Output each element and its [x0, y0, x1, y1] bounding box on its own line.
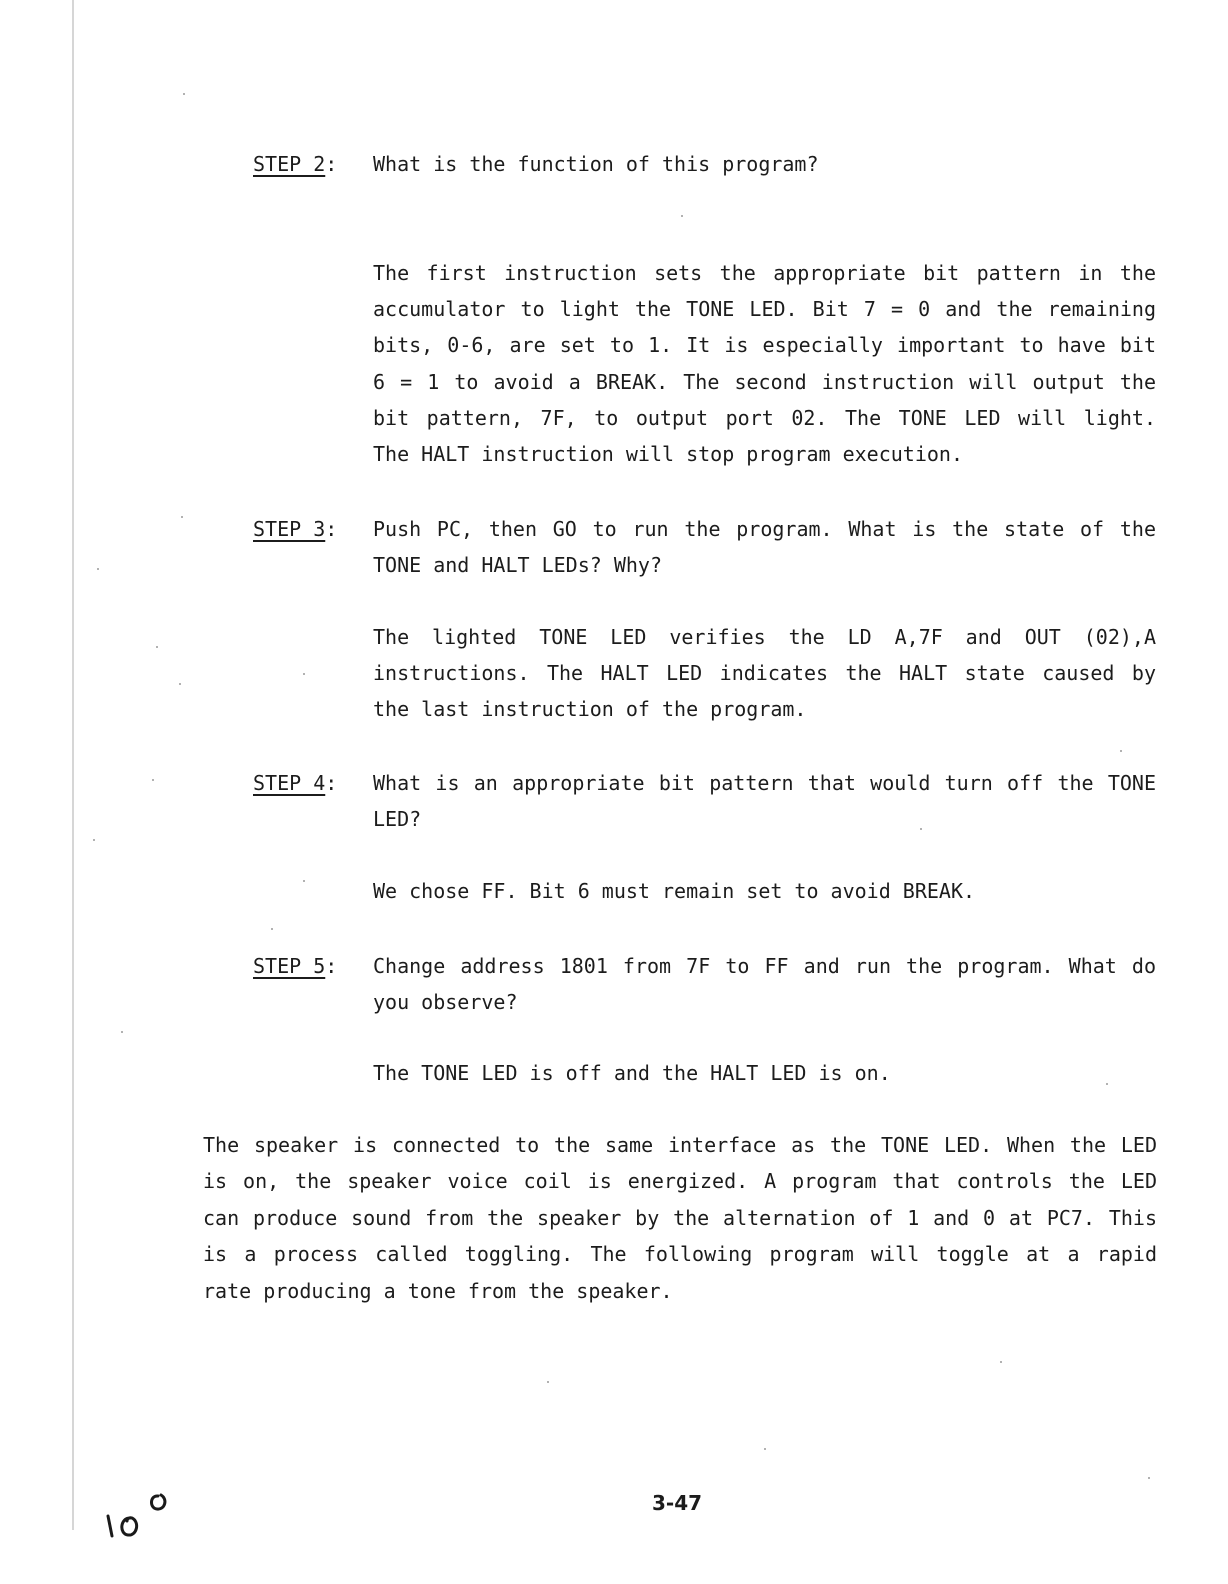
step-5-answer [373, 1055, 1156, 1091]
paragraph-line: is on, the speaker voice coil is energized. A program that controls the LED [203, 1169, 1157, 1194]
answer-line: The first instruction sets the appropriate bit pattern in the [373, 261, 1156, 285]
scan-speck [183, 93, 185, 95]
question-line: What is the function of this program? [373, 152, 819, 176]
handwritten-note-drawing [100, 1478, 180, 1540]
step-2-question [373, 146, 1156, 182]
step-3-answer [373, 619, 1156, 728]
scan-speck [271, 928, 273, 930]
step-3-question [373, 511, 1156, 583]
paragraph-line: can produce sound from the speaker by the alternation of 1 and 0 at PC7. This [203, 1205, 1157, 1230]
scan-speck [1000, 1361, 1002, 1363]
question-line: Change address 1801 from 7F to FF and run the program. What do [373, 954, 1156, 978]
answer-line: the last instruction of the program. [373, 697, 807, 722]
step-5-label: STEP 5: [253, 954, 338, 978]
scan-speck [179, 683, 181, 685]
scan-speck [121, 1031, 123, 1033]
scan-speck [156, 646, 158, 648]
answer-line: bit pattern, 7F, to output port 02. The TONE LED will light. [373, 405, 1156, 430]
step-4-label: STEP 4: [253, 771, 338, 795]
step-2-answer [373, 255, 1156, 472]
question-line: LED? [373, 807, 422, 832]
step-4-question [373, 765, 1156, 837]
answer-line: 6 = 1 to avoid a BREAK. The second instruction will output the [373, 369, 1156, 394]
paragraph-line: The speaker is connected to the same interface as the TONE LED. When the LED [203, 1133, 1157, 1157]
scan-speck [303, 880, 305, 882]
question-line: Push PC, then GO to run the program. What is the state of the [373, 517, 1156, 541]
scan-speck [764, 1448, 766, 1450]
question-line: you observe? [373, 990, 518, 1015]
answer-line: instructions. The HALT LED indicates the HALT state caused by [373, 661, 1156, 686]
answer-line: accumulator to light the TONE LED. Bit 7 = 0 and the remaining [373, 297, 1156, 322]
step-2-label: STEP 2: [253, 152, 338, 176]
scan-speck [181, 516, 183, 518]
paragraph-line: rate producing a tone from the speaker. [203, 1278, 673, 1303]
scan-speck [547, 1381, 549, 1383]
scan-speck [1120, 750, 1122, 752]
paragraph-line: is a process called toggling. The following program will toggle at a rapid [203, 1242, 1157, 1267]
question-line: TONE and HALT LEDs? Why? [373, 553, 662, 578]
question-line: What is an appropriate bit pattern that would turn off the TONE [373, 771, 1156, 795]
answer-line: The HALT instruction will stop program execution. [373, 442, 964, 467]
scan-speck [97, 568, 99, 570]
answer-line: The TONE LED is off and the HALT LED is on. [373, 1061, 891, 1085]
answer-line: We chose FF. Bit 6 must remain set to avoid BREAK. [373, 879, 976, 903]
scan-speck [681, 215, 683, 217]
scan-speck [303, 673, 305, 675]
step-4-answer [373, 873, 1156, 909]
answer-line: The lighted TONE LED verifies the LD A,7F and OUT (02),A [373, 625, 1156, 649]
step-3-label: STEP 3: [253, 517, 338, 541]
step-5-question [373, 948, 1156, 1020]
closing-paragraph [203, 1127, 1157, 1309]
scan-edge [72, 0, 74, 1530]
answer-line: bits, 0-6, are set to 1. It is especially important to have bit [373, 333, 1156, 358]
scan-speck [152, 779, 154, 781]
scan-speck [1148, 1477, 1150, 1479]
page-number: 3-47 [652, 1491, 703, 1515]
scan-speck [93, 839, 95, 841]
